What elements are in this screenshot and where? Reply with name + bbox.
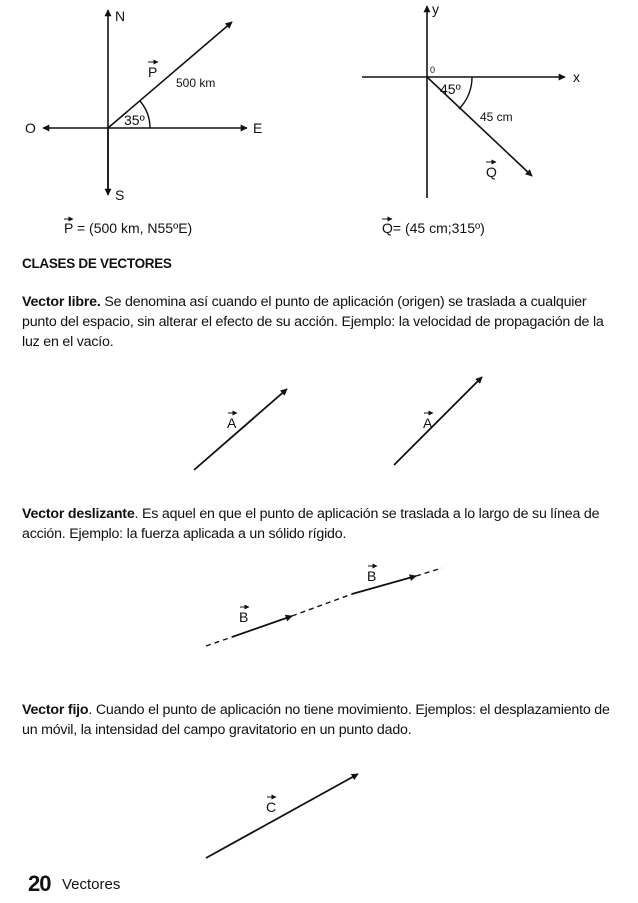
vector-fijo-text: . Cuando el punto de aplicación no tiene movimiento. Ejemplos: el desplazamiento de un móvil, la intensidad del campo gravitatorio en un punto dado.: [22, 702, 610, 738]
west-label: O: [25, 120, 36, 136]
vector-q-label: Q: [486, 164, 497, 180]
vector-libre-term: Vector libre.: [22, 294, 101, 310]
vector-c-label: C: [266, 799, 277, 815]
magnitude-45cm-label: 45 cm: [480, 110, 513, 124]
axes-diagram-q: [362, 1, 580, 198]
vector-a-left: [194, 389, 287, 470]
vector-fijo-paragraph: [22, 700, 618, 740]
vector-libre-text: Se denomina así cuando el punto de aplicación (origen) se traslada a cualquier punto del espacio, sin alterar el efecto de su acción. Ejemplo: la velocidad de propagación de la luz en el vacío.: [22, 294, 604, 350]
east-label: E: [253, 120, 263, 136]
line-of-action-dashed-middle: [292, 594, 352, 616]
vector-a-right: [394, 377, 482, 465]
vector-fijo-term: Vector fijo: [22, 702, 89, 718]
vector-deslizante-text: . Es aquel en que el punto de aplicación se traslada a lo largo de su línea de acción. Ejemplo: la fuerza aplicada a un sólido rígido.: [22, 506, 600, 542]
vector-libre-paragraph: [22, 292, 618, 352]
magnitude-500km-label: 500 km: [176, 76, 216, 90]
x-axis-label: x: [573, 69, 580, 85]
vector-a-left-label: A: [227, 415, 237, 431]
section-title: CLASES DE VECTORES: [22, 256, 172, 271]
line-of-action-dashed-upper: [416, 568, 442, 576]
fixed-vector-diagram: [206, 774, 358, 858]
chapter-label: Vectores: [62, 876, 121, 893]
vector-p-label: P: [148, 64, 158, 80]
caption-q: Q= (45 cm;315º): [382, 220, 485, 236]
vector-b-right: [352, 576, 416, 594]
vector-b-left-label: B: [239, 609, 249, 625]
origin-label: 0: [430, 65, 436, 75]
angle-arc-45: [459, 77, 472, 109]
compass-diagram-p: [25, 8, 262, 203]
angle-45-label: 45º: [440, 81, 461, 97]
y-axis-label: y: [432, 1, 439, 17]
north-label: N: [115, 8, 126, 24]
vector-deslizante-paragraph: [22, 504, 618, 544]
south-label: S: [115, 187, 125, 203]
vector-deslizante-term: Vector deslizante: [22, 506, 135, 522]
page-number: 20: [28, 871, 51, 896]
vector-a-right-label: A: [423, 415, 433, 431]
vector-b-right-label: B: [367, 568, 377, 584]
line-of-action-dashed-lower: [206, 637, 232, 646]
sliding-vectors-diagram: [206, 566, 442, 646]
angle-35-label: 35º: [124, 112, 145, 128]
vector-c: [206, 774, 358, 858]
caption-p: P = (500 km, N55ºE): [64, 220, 193, 236]
free-vectors-diagram: [194, 377, 482, 470]
